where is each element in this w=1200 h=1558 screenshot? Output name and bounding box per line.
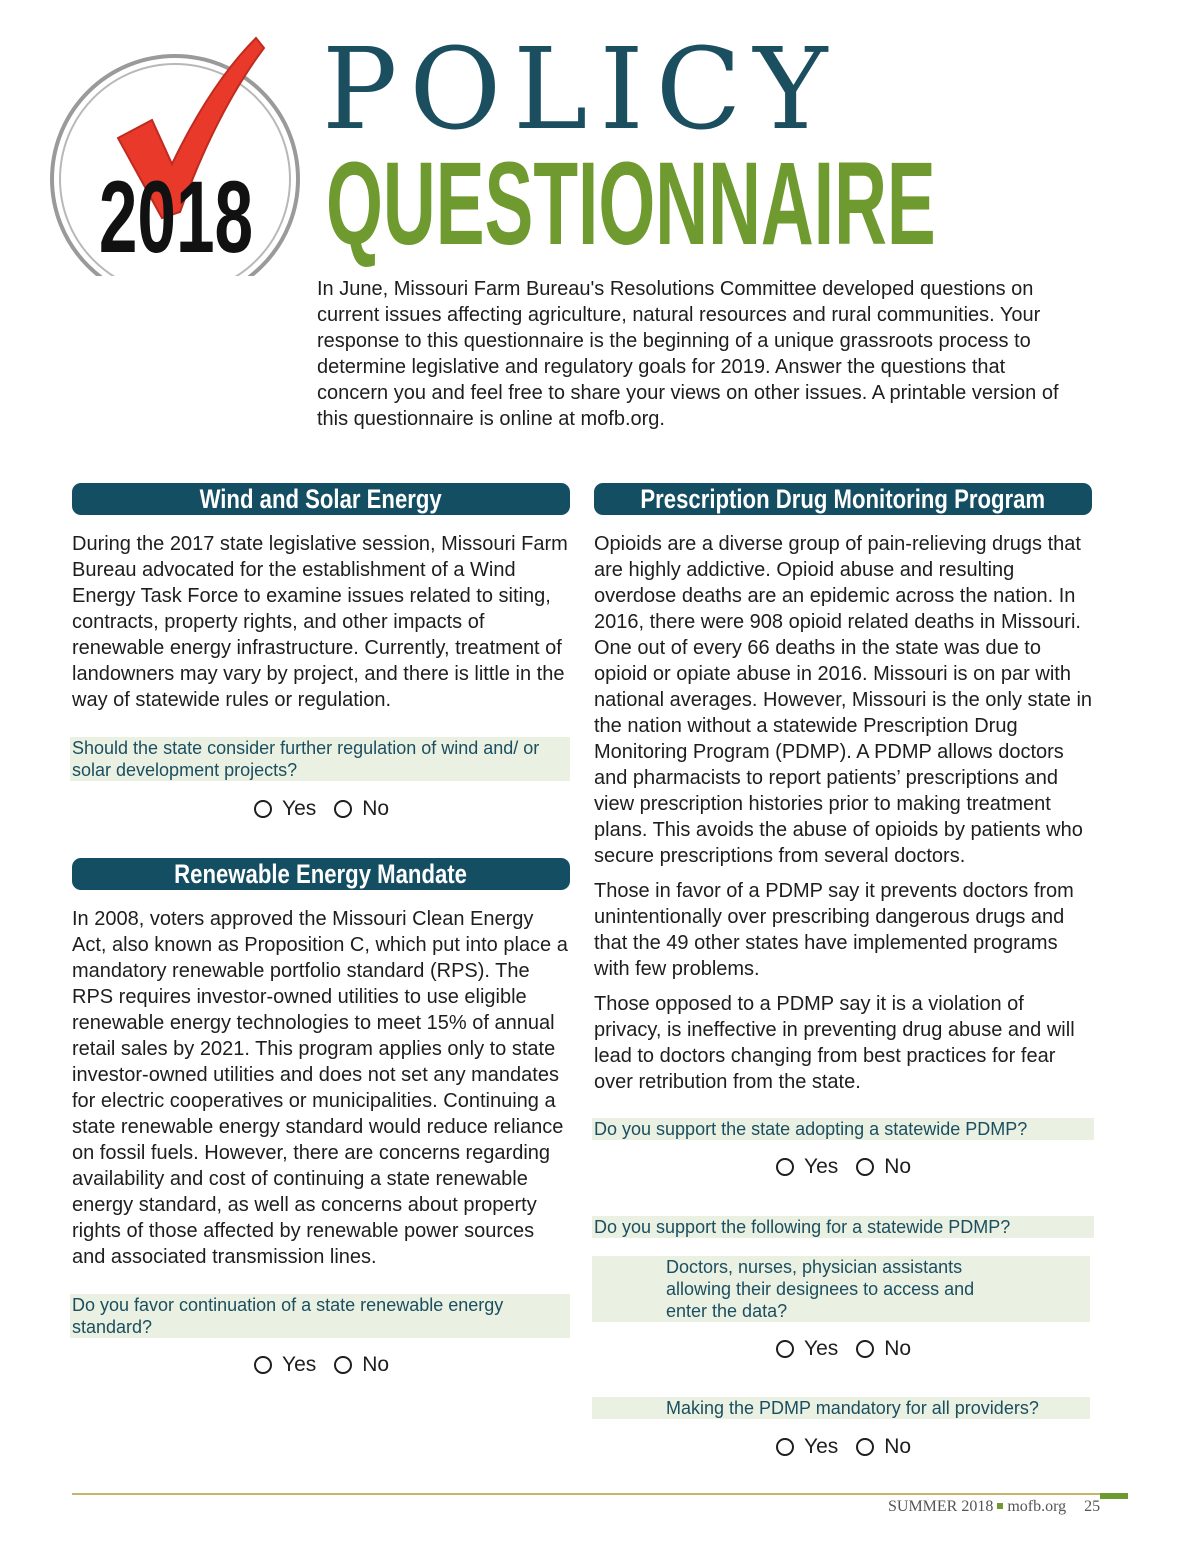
renewable-heading: Renewable Energy Mandate xyxy=(72,858,570,890)
renewable-answer: Yes No xyxy=(254,1352,407,1378)
pdmp-q2b-answer: Yes No xyxy=(776,1434,929,1460)
wind-solar-question: Should the state consider further regulation of wind and/ or solar development projects? xyxy=(70,737,570,781)
pdmp-q2b-yes-radio[interactable] xyxy=(776,1438,794,1456)
pdmp-paragraph-1: Opioids are a diverse group of pain-relieving drugs that are highly addictive. Opioid abuse and resulting overdose deaths are an epidemic across the nation. In 2016, there were 908 opioid related deaths in Missouri. One out of every 66 deaths in the state was due to opioid or opiate abuse in 2016. Missouri is on par with national averages. However, Missouri is the only state in the nation without a statewide Prescription Drug Monitoring Program (PDMP). A PDMP allows doctors and pharmacists to report patients’ prescriptions and view prescription histories prior to making treatment plans. This avoids the abuse of opioids by patients who secure prescriptions from several doctors. xyxy=(594,533,1093,867)
pdmp-question-1: Do you support the state adopting a statewide PDMP? xyxy=(592,1118,1094,1140)
pdmp-paragraph-2: Those in favor of a PDMP say it prevents doctors from unintentionally over prescribing dangerous drugs and that the 49 other states have implemented programs with few problems. xyxy=(594,880,1074,980)
intro-paragraph: In June, Missouri Farm Bureau's Resolutions Committee developed questions on current issues affecting agriculture, natural resources and rural communities. Your response to this questionnaire is the beginning of a unique grassroots process to determine legislative and regulatory goals for 2019. Answer the questions that concern you and feel free to share your views on other issues. A printable version of this questionnaire is online at mofb.org. xyxy=(317,278,1059,430)
pdmp-question-2: Do you support the following for a statewide PDMP? xyxy=(592,1216,1094,1238)
footer-rule xyxy=(72,1493,1128,1495)
pdmp-q2a-no-radio[interactable] xyxy=(856,1340,874,1358)
pdmp-q2a-answer: Yes No xyxy=(776,1336,929,1362)
wind-solar-answer: Yes No xyxy=(254,796,407,822)
renewable-body: In 2008, voters approved the Missouri Clean Energy Act, also known as Proposition C, which put into place a mandatory renewable portfolio standard (RPS). The RPS requires investor-owned utilities to use eligible renewable energy technologies to meet 15% of annual retail sales by 2021. This program applies only to state investor-owned utilities and does not set any mandates for electric cooperatives or municipalities. Continuing a state renewable energy standard would reduce reliance on fossil fuels. However, there are concerns regarding availability and cost of continuing a state renewable energy standard, as well as concerns about property rights of those affected by renewable power sources and associated transmission lines. xyxy=(72,908,568,1268)
title-questionnaire: QUESTIONNAIRE xyxy=(326,138,936,270)
pdmp-heading: Prescription Drug Monitoring Program xyxy=(594,483,1092,515)
footer-accent-bar xyxy=(1100,1493,1128,1499)
pdmp-q1-answer: Yes No xyxy=(776,1154,929,1180)
2018-checkmark-logo xyxy=(48,36,308,276)
footer-square-icon xyxy=(997,1503,1003,1509)
footer-site: mofb.org xyxy=(1007,1498,1067,1515)
renewable-question: Do you favor continuation of a state renewable energy standard? xyxy=(70,1294,570,1338)
pdmp-q2a-yes-radio[interactable] xyxy=(776,1340,794,1358)
wind-yes-radio[interactable] xyxy=(254,800,272,818)
pdmp-body xyxy=(594,531,1094,1104)
pdmp-q1-yes-radio[interactable] xyxy=(776,1158,794,1176)
wind-solar-heading: Wind and Solar Energy xyxy=(72,483,570,515)
pdmp-q2b-no-radio[interactable] xyxy=(856,1438,874,1456)
pdmp-question-2b: Making the PDMP mandatory for all providers? xyxy=(592,1397,1090,1419)
footer-issue: SUMMER 2018 xyxy=(888,1498,994,1515)
page-number: 25 xyxy=(1084,1498,1101,1515)
pdmp-question-2a: Doctors, nurses, physician assistants allowing their designees to access and enter the data? xyxy=(592,1256,1090,1322)
title-policy: POLICY xyxy=(322,25,840,155)
wind-no-radio[interactable] xyxy=(334,800,352,818)
logo-year: 2018 xyxy=(98,160,254,275)
wind-solar-body: During the 2017 state legislative session, Missouri Farm Bureau advocated for the establishment of a Wind Energy Task Force to examine issues related to siting, contracts, property rights, and other impacts of renewable energy infrastructure. Currently, treatment of landowners may vary by project, and there is little in the way of statewide rules or regulation. xyxy=(72,533,568,711)
pdmp-q1-no-radio[interactable] xyxy=(856,1158,874,1176)
pdmp-paragraph-3: Those opposed to a PDMP say it is a violation of privacy, is ineffective in preventing drug abuse and will lead to doctors changing from best practices for fear over retribution from the state. xyxy=(594,993,1075,1093)
renewable-yes-radio[interactable] xyxy=(254,1356,272,1374)
footer xyxy=(888,1498,1100,1516)
renewable-no-radio[interactable] xyxy=(334,1356,352,1374)
